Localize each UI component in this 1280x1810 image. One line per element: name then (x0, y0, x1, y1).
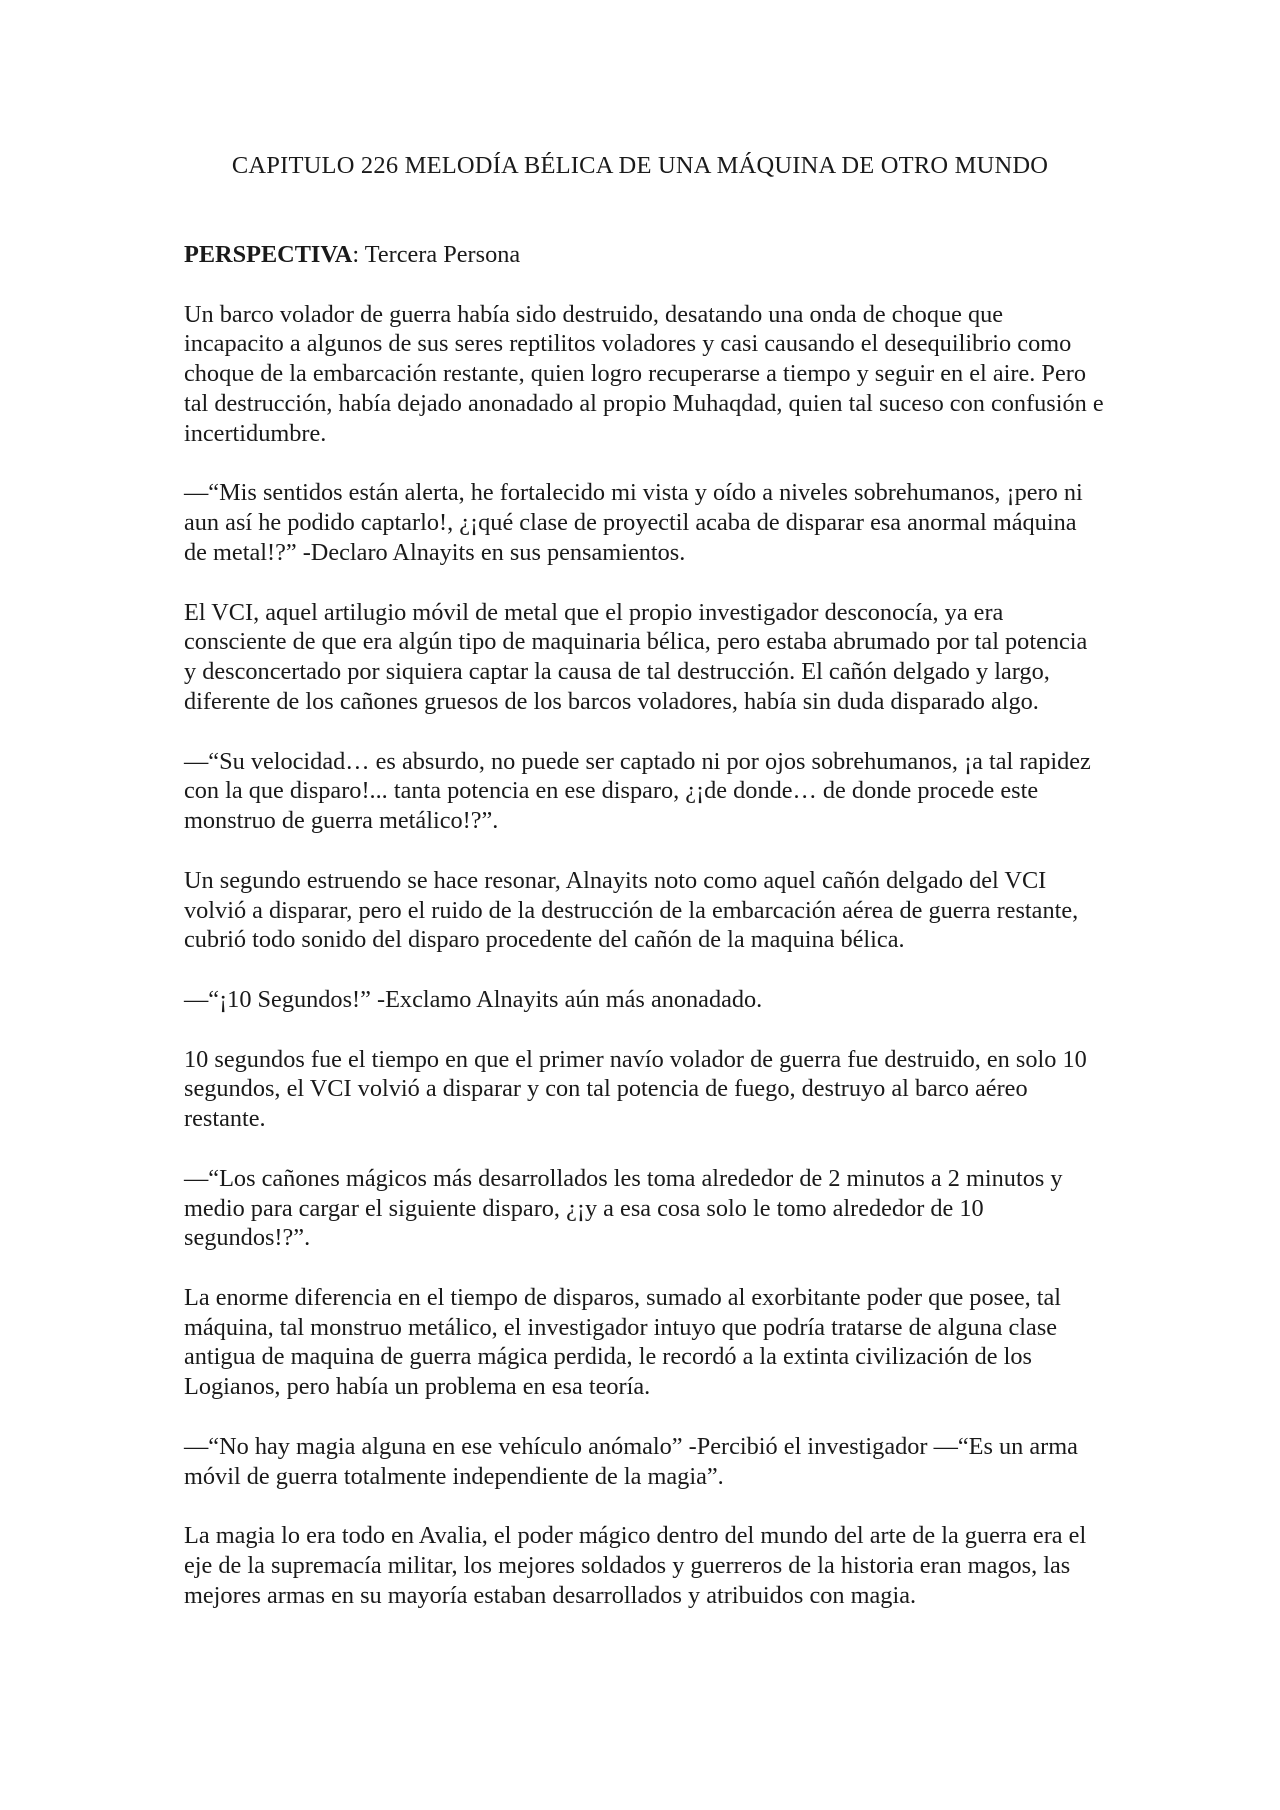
paragraph-1: Un barco volador de guerra había sido destruido, desatando una onda de choque que incapacito a algunos de sus seres reptilitos voladores y casi causando el desequilibrio como choque de la embarcación restante, quien logro recuperarse a tiempo y seguir en el aire. Pero tal destrucción, había dejado anonadado al propio Muhaqdad, quien tal suceso con confusión e incertidumbre. (184, 300, 1104, 447)
paragraph-9: La enorme diferencia en el tiempo de disparos, sumado al exorbitante poder que posee, tal máquina, tal monstruo metálico, el investigador intuyo que podría tratarse de alguna clase antigua de maquina de guerra mágica perdida, le recordó a la extinta civilización de los Logianos, pero había un problema en esa teoría. (184, 1283, 1062, 1401)
document-body (184, 240, 1104, 1640)
paragraph-6: —“¡10 Segundos!” -Exclamo Alnayits aún más anonadado. (184, 985, 763, 1013)
paragraph-3: El VCI, aquel artilugio móvil de metal que el propio investigador desconocía, ya era consciente de que era algún tipo de maquinaria bélica, pero estaba abrumado por tal potencia y desconcertado por siquiera captar la causa de tal destrucción. El cañón delgado y largo, diferente de los cañones gruesos de los barcos voladores, había sin duda disparado algo. (184, 598, 1088, 715)
paragraph-7: 10 segundos fue el tiempo en que el primer navío volador de guerra fue destruido, en solo 10 segundos, el VCI volvió a disparar y con tal potencia de fuego, destruyo al barco aéreo restante. (184, 1045, 1087, 1133)
paragraph-5: Un segundo estruendo se hace resonar, Alnayits noto como aquel cañón delgado del VCI volvió a disparar, pero el ruido de la destrucción de la embarcación aérea de guerra restante, cubrió todo sonido del disparo procedente del cañón de la maquina bélica. (184, 866, 1079, 954)
perspective-value: : Tercera Persona (352, 241, 521, 268)
paragraph-8: —“Los cañones mágicos más desarrollados les toma alrededor de 2 minutos a 2 minutos y medio para cargar el siguiente disparo, ¿¡y a esa cosa solo le tomo alrededor de 10 segundos!?”. (184, 1164, 1063, 1252)
perspective-line (184, 240, 1104, 270)
paragraph-2: —“Mis sentidos están alerta, he fortalecido mi vista y oído a niveles sobrehumanos, ¡pero ni aun así he podido captarlo!, ¿¡qué clase de proyectil acaba de disparar esa anormal máquina de metal!?” -Declaro Alnayits en sus pensamientos. (184, 479, 1083, 566)
paragraph-4: —“Su velocidad… es absurdo, no puede ser captado ni por ojos sobrehumanos, ¡a tal rapidez con la que disparo!... tanta potencia en ese disparo, ¿¡de donde… de donde procede este monstruo de guerra metálico!?”. (184, 747, 1091, 835)
paragraph-11: La magia lo era todo en Avalia, el poder mágico dentro del mundo del arte de la guerra era el eje de la supremacía militar, los mejores soldados y guerreros de la historia eran magos, las mejores armas en su mayoría estaban desarrollados y atribuidos con magia. (184, 1522, 1087, 1609)
paragraph-10: —“No hay magia alguna en ese vehículo anómalo” -Percibió el investigador —“Es un arma móvil de guerra totalmente independiente de la magia”. (184, 1432, 1078, 1490)
perspective-label: PERSPECTIVA (184, 241, 353, 268)
chapter-title: CAPITULO 226 MELODÍA BÉLICA DE UNA MÁQUINA DE OTRO MUNDO (231, 152, 1049, 179)
